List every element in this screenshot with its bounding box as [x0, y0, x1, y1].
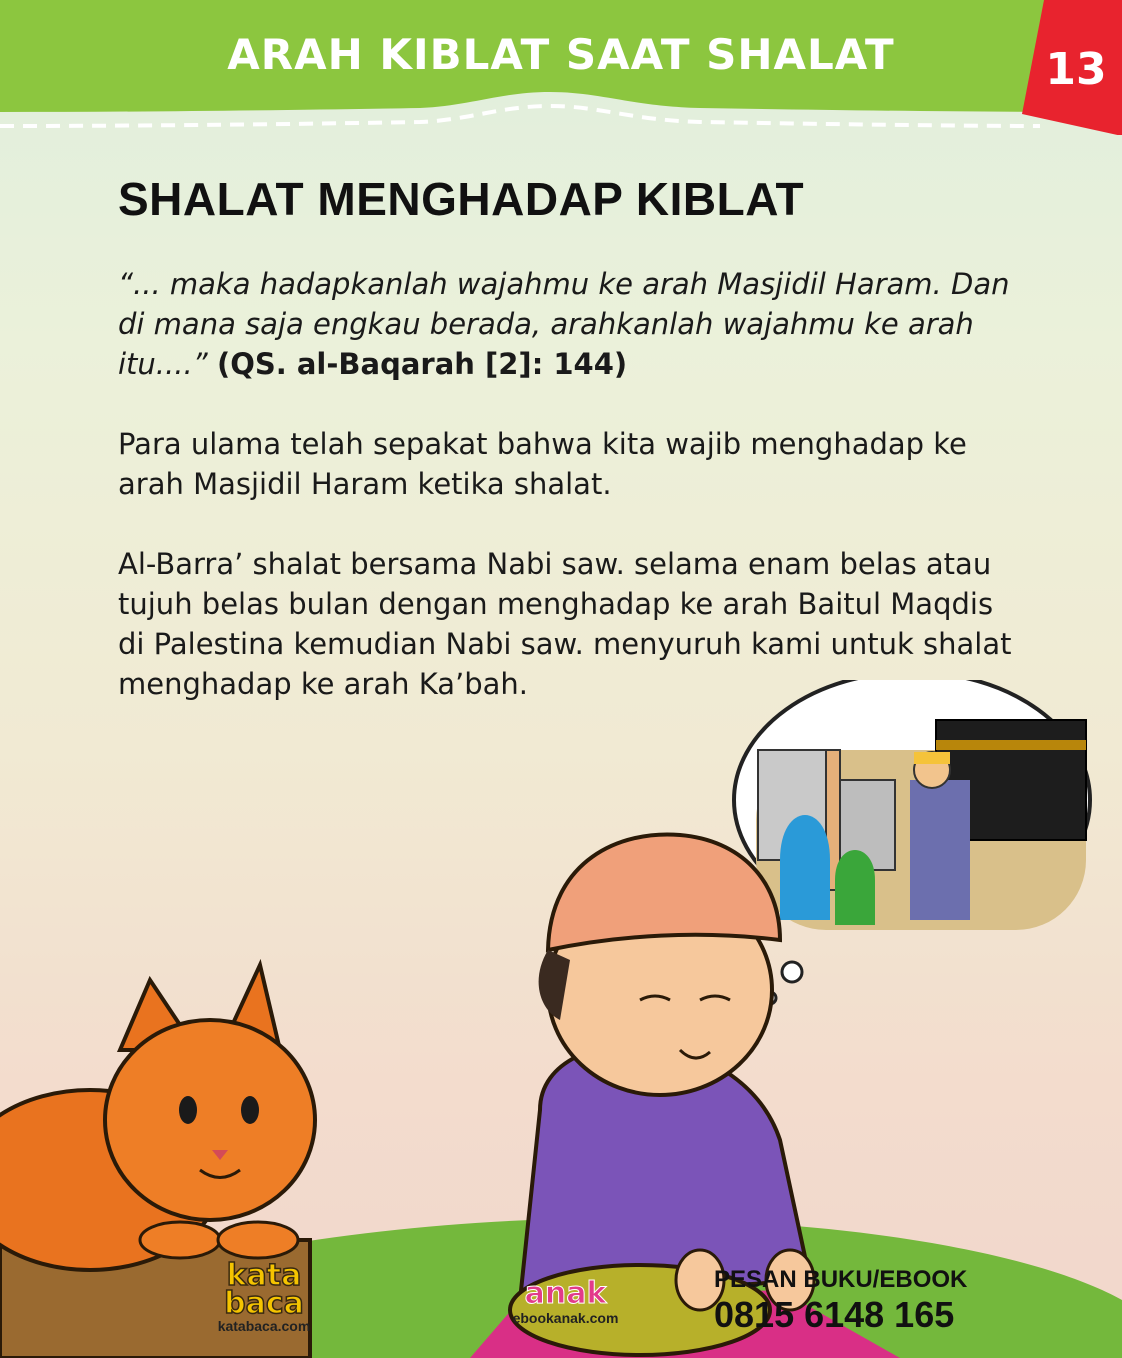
pilgrim-green [835, 850, 875, 925]
order-phone: 0815 6148 165 [714, 1294, 955, 1335]
illustration-boy-praying [0, 680, 1122, 1358]
quran-quote [118, 264, 1018, 384]
paragraph-2: Al-Barra’ shalat bersama Nabi saw. selama enam belas atau tujuh belas bulan dengan menghadap ke arah Baitul Maqdis di Palestina kemudian Nabi saw. menyuruh kami untuk shalat menghadap ke arah Ka’bah. [118, 547, 1012, 701]
order-label: PESAN BUKU/EBOOK [714, 1266, 968, 1293]
ebookanak-url: ebookanak.com [512, 1310, 619, 1326]
header-bar [0, 0, 1122, 135]
ebookanak-logo [498, 1278, 633, 1326]
quote-reference: (QS. al-Baqarah [2]: 144) [216, 347, 628, 381]
page-number: 13 [1045, 44, 1107, 95]
paragraph-1: Para ulama telah sepakat bahwa kita wajib menghadap ke arah Masjidil Haram ketika shalat. [118, 427, 967, 501]
header-title: ARAH KIBLAT SAAT SHALAT [227, 30, 895, 79]
katabaca-logo-text: kata baca [224, 1258, 304, 1321]
pilgrim-man [910, 780, 970, 920]
thought-bubble [734, 680, 1090, 1004]
katabaca-logo [214, 1258, 314, 1334]
katabaca-url: katabaca.com [217, 1318, 311, 1334]
prayer-cap [548, 834, 780, 950]
quote-text: “... maka hadapkanlah wajahmu ke arah Masjidil Haram. Dan di mana saja engkau berada, arahkanlah wajahmu ke arah itu....” [118, 267, 1010, 381]
section-heading: SHALAT MENGHADAP KIBLAT [118, 173, 805, 225]
ebookanak-logo-text: anak [524, 1276, 607, 1311]
pilgrim-blue [780, 815, 830, 920]
